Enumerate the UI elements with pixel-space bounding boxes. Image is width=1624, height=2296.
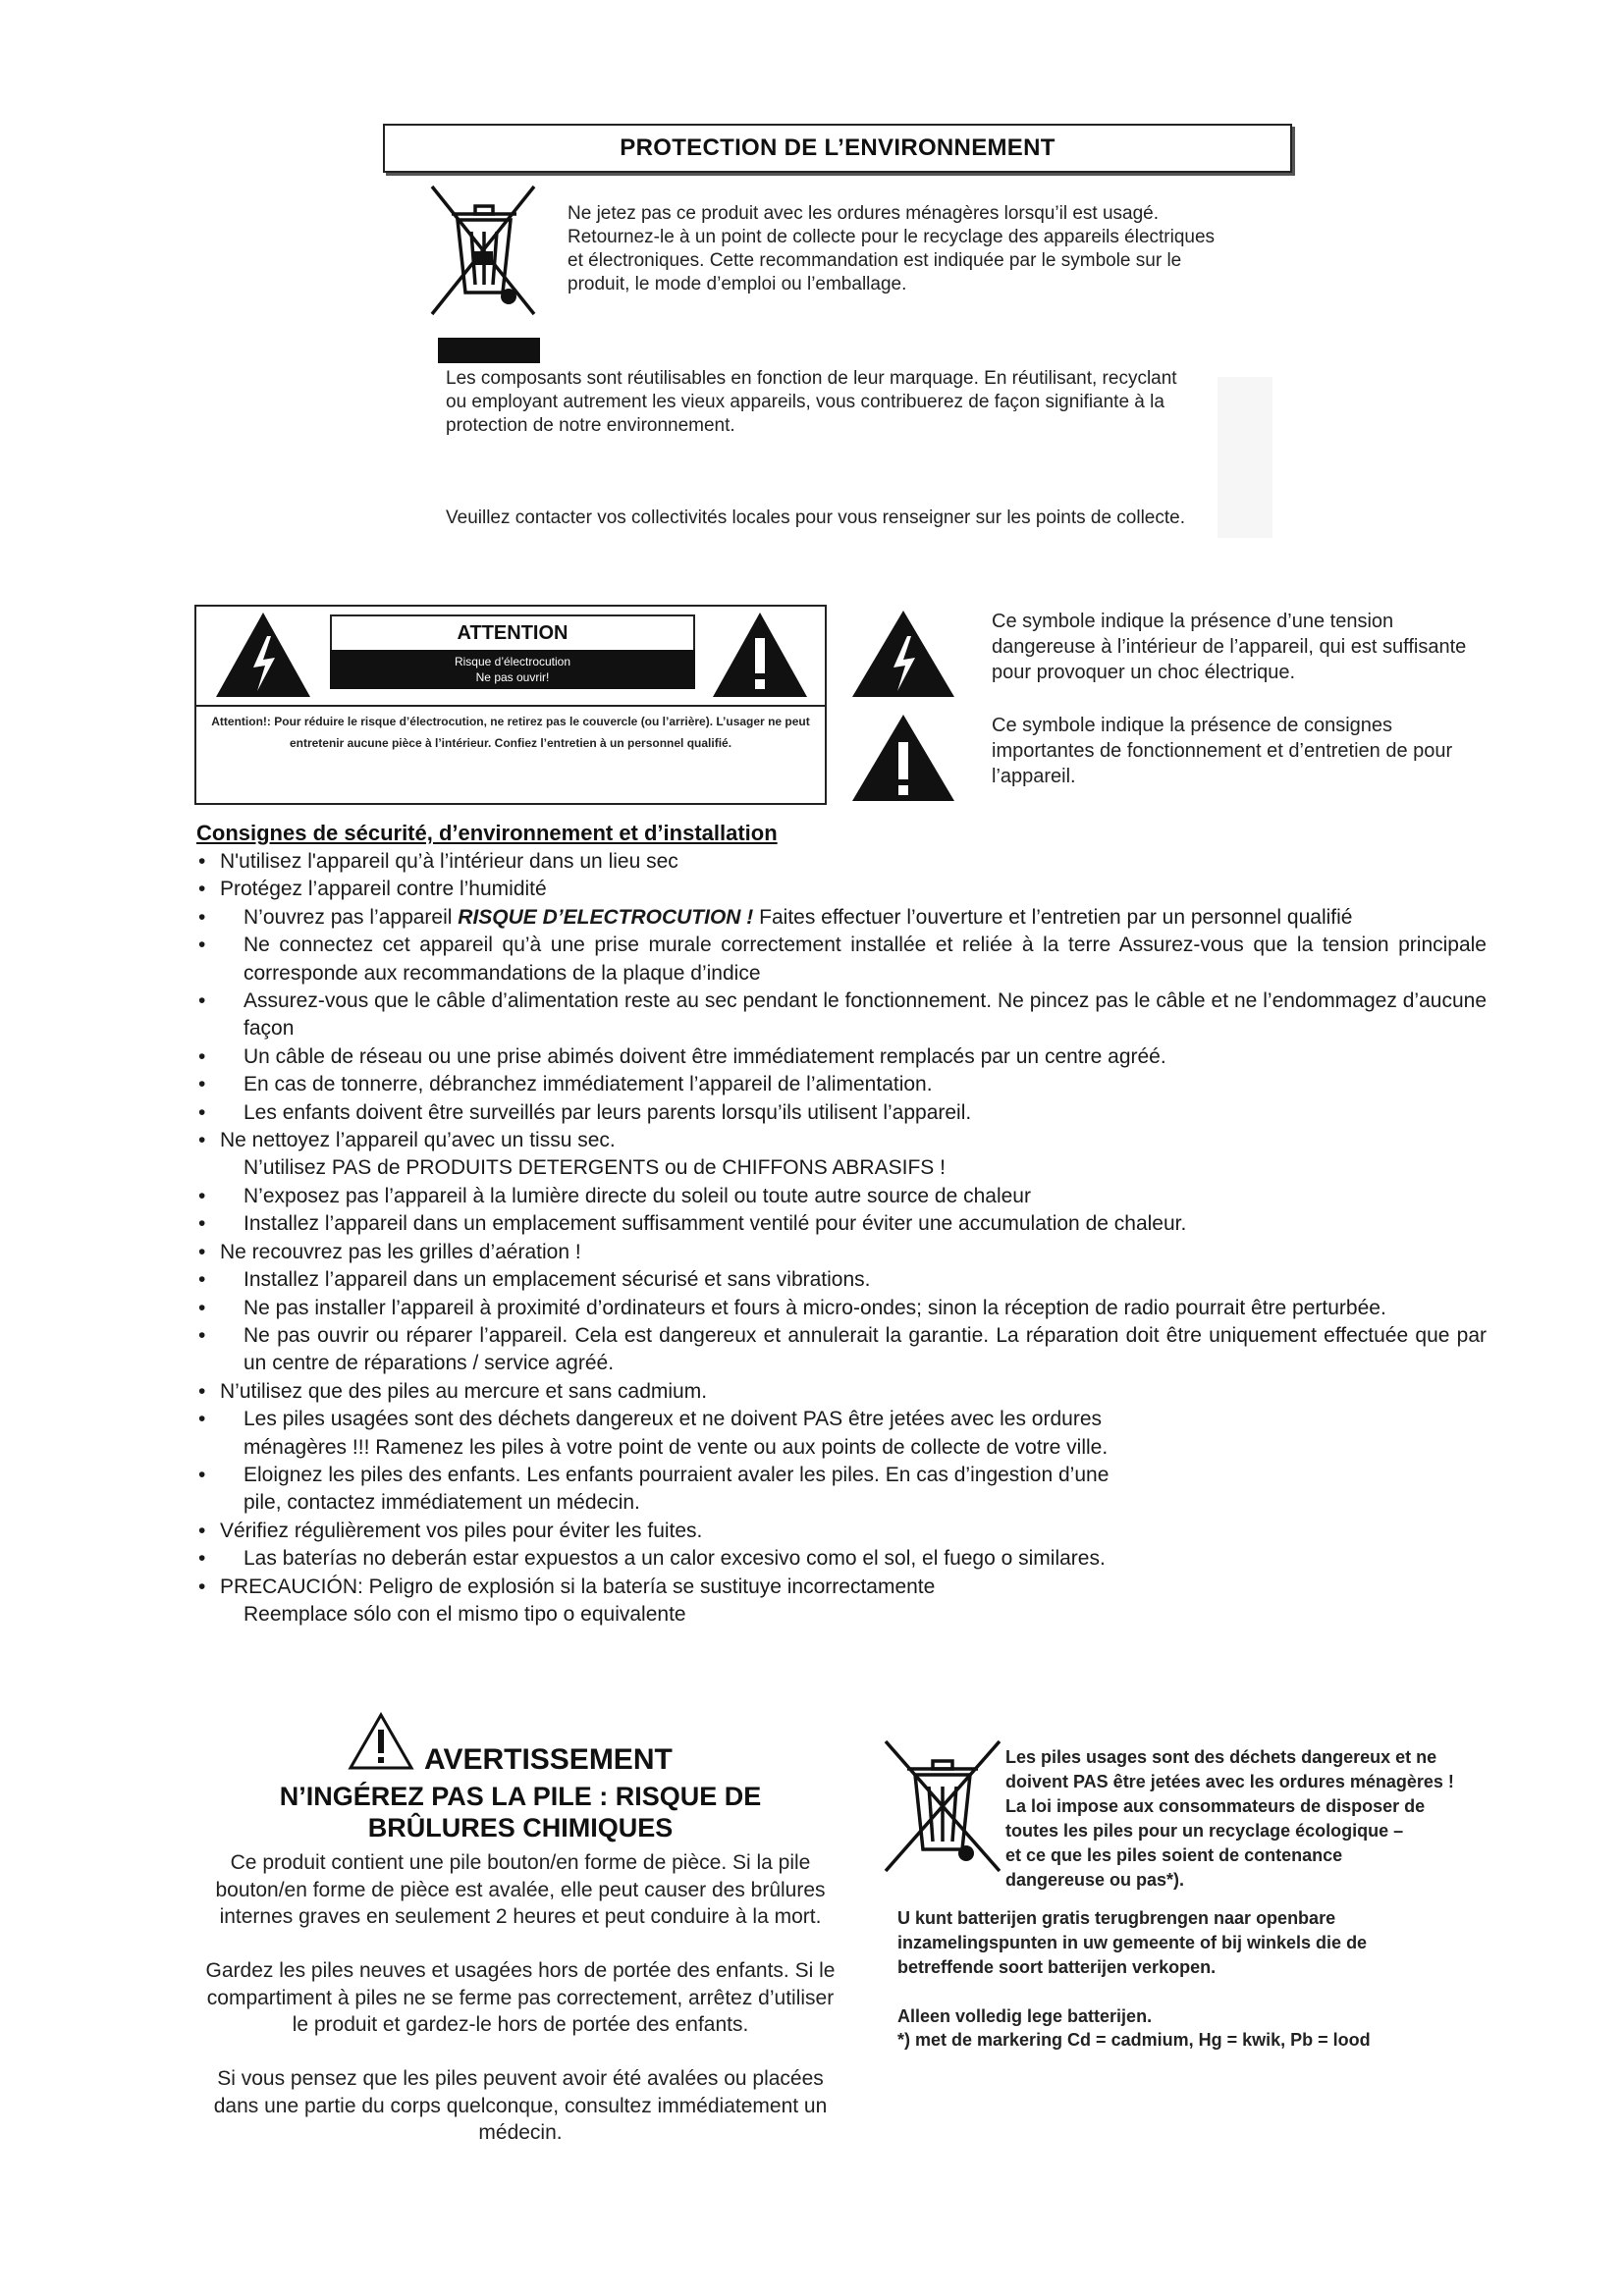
list-item: • Ne recouvrez pas les grilles d’aération ! bbox=[196, 1239, 1487, 1266]
risk-line-1: Risque d’électrocution bbox=[454, 655, 571, 668]
list-item: • Ne pas installer l’appareil à proximité d’ordinateurs et fours à micro-ondes; sinon la réception de radio pourrait être perturbée. bbox=[196, 1295, 1487, 1322]
warning-title: AVERTISSEMENT bbox=[424, 1743, 673, 1776]
crossed-bin-icon bbox=[428, 183, 540, 318]
environment-title: PROTECTION DE L’ENVIRONNEMENT bbox=[383, 124, 1292, 173]
safety-list bbox=[196, 848, 1487, 1629]
battery-nl-paragraph: U kunt batterijen gratis terugbrengen naar openbare inzamelingspunten in uw gemeente of bij winkels die de betreffende soort batterijen verkopen. bbox=[897, 1908, 1368, 1977]
attention-box bbox=[194, 605, 827, 805]
battery-nl-empty: Alleen volledig lege batterijen. bbox=[897, 2006, 1153, 2026]
lightning-symbol-text: Ce symbole indique la présence d’une tension dangereuse à l’intérieur de l’appareil, qui est suffisante pour provoquer un choc électrique. bbox=[992, 611, 1467, 683]
electrocution-warning: RISQUE D’ELECTROCUTION ! bbox=[458, 905, 754, 929]
battery-nl-marking: *) met de markering Cd = cadmium, Hg = kwik, Pb = lood bbox=[897, 2030, 1371, 2050]
list-item: • Installez l’appareil dans un emplacement suffisamment ventilé pour éviter une accumulation de chaleur. bbox=[196, 1210, 1487, 1238]
lightning-symbol-icon bbox=[850, 609, 956, 699]
warning-outline-icon bbox=[348, 1712, 414, 1771]
list-item: • Eloignez les piles des enfants. Les enfants pourraient avaler les piles. En cas d’ingestion d’une pile, contactez immédiatement un médecin. bbox=[196, 1462, 1487, 1518]
warning-subtitle-2: BRÛLURES CHIMIQUES bbox=[367, 1813, 674, 1842]
list-item: • Ne nettoyez l’appareil qu’avec un tissu sec. N’utilisez PAS de PRODUITS DETERGENTS ou de CHIFFONS ABRASIFS ! bbox=[196, 1127, 1487, 1183]
exclamation-warning-icon bbox=[711, 611, 809, 699]
warning-subtitle-1: N’INGÉREZ PAS LA PILE : RISQUE DE bbox=[279, 1782, 762, 1811]
list-item: • Les enfants doivent être surveillés par leurs parents lorsqu’ils utilisent l’appareil. bbox=[196, 1099, 1487, 1127]
safety-heading: Consignes de sécurité, d’environnement et d’installation bbox=[196, 821, 778, 845]
list-item: • Protégez l’appareil contre l’humidité bbox=[196, 876, 1487, 903]
list-item: • Les piles usagées sont des déchets dangereux et ne doivent PAS être jetées avec les ordures ménagères !!! Ramenez les piles à votre point de vente ou aux points de collecte de votre ville. bbox=[196, 1406, 1487, 1462]
list-item: • Installez l’appareil dans un emplacement sécurisé et sans vibrations. bbox=[196, 1266, 1487, 1294]
list-item: • PRECAUCIÓN: Peligro de explosión si la batería se sustituye incorrectamente Reemplace sólo con el mismo tipo o equivalente bbox=[196, 1574, 1487, 1629]
environment-paragraph-1: Ne jetez pas ce produit avec les ordures ménagères lorsqu’il est usagé. Retournez-le à un point de collecte pour le recyclage des appareils électriques et électroniques. Cette recommandation est indiquée par le symbole sur le produit, le mode d’emploi ou l’emballage. bbox=[568, 203, 1216, 294]
list-item: • N’ouvrez pas l’appareil RISQUE D’ELECTROCUTION ! Faites effectuer l’ouverture et l’entretien par un personnel qualifié bbox=[196, 904, 1487, 932]
attention-risk-banner bbox=[330, 650, 695, 689]
environment-paragraph-3: Veuillez contacter vos collectivités locales pour vous renseigner sur les points de collecte. bbox=[446, 507, 1185, 528]
environment-paragraph-2: Les composants sont réutilisables en fonction de leur marquage. En réutilisant, recyclant ou employant autrement les vieux appareils, vous contribuerez de façon signifiante à la protection de notre environnement. bbox=[446, 368, 1177, 436]
list-item: • Ne connectez cet appareil qu’à une prise murale correctement installée et reliée à la terre Assurez-vous que la tension principale corresponde aux recommandations de la plaque d’indice bbox=[196, 932, 1487, 988]
list-item: • En cas de tonnerre, débranchez immédiatement l’appareil de l’alimentation. bbox=[196, 1071, 1487, 1098]
battery-crossed-bin-icon bbox=[882, 1737, 1003, 1875]
lightning-warning-icon bbox=[214, 611, 312, 699]
battery-fr-notice: Les piles usages sont des déchets dangereux et ne doivent PAS être jetées avec les ordures ménagères ! La loi impose aux consommateurs de disposer de toutes les piles pour un recyclage écologique – et ce que les piles soient de contenance dangereuse ou pas*). bbox=[1005, 1747, 1454, 1890]
list-item: • N’exposez pas l’appareil à la lumière directe du soleil ou toute autre source de chaleur bbox=[196, 1183, 1487, 1210]
attention-divider bbox=[196, 705, 825, 707]
list-item: • Assurez-vous que le câble d’alimentation reste au sec pendant le fonctionnement. Ne pincez pas le câble et ne l’endommagez d’aucune façon bbox=[196, 988, 1487, 1043]
exclamation-symbol-icon bbox=[850, 713, 956, 803]
warning-paragraph-3: Si vous pensez que les piles peuvent avoir été avalées ou placées dans une partie du corps quelconque, consultez immédiatement un médecin. bbox=[213, 2067, 828, 2144]
list-item: • N’utilisez que des piles au mercure et sans cadmium. bbox=[196, 1378, 1487, 1406]
risk-line-2: Ne pas ouvrir! bbox=[475, 670, 550, 684]
attention-title: ATTENTION bbox=[330, 614, 695, 652]
list-item: • Un câble de réseau ou une prise abimés doivent être immédiatement remplacés par un centre agréé. bbox=[196, 1043, 1487, 1071]
list-item: • N'utilisez l'appareil qu’à l’intérieur dans un lieu sec bbox=[196, 848, 1487, 876]
warning-paragraph-1: Ce produit contient une pile bouton/en forme de pièce. Si la pile bouton/en forme de pièce est avalée, elle peut causer des brûlures internes graves en seulement 2 heures et peut conduire à la mort. bbox=[215, 1851, 826, 1928]
faint-mark bbox=[1218, 377, 1272, 538]
list-item: • Ne pas ouvrir ou réparer l’appareil. Cela est dangereux et annulerait la garantie. La réparation doit être uniquement effectuée que par un centre de réparations / service agréé. bbox=[196, 1322, 1487, 1378]
list-item: • Las baterías no deberán estar expuestos a un calor excesivo como el sol, el fuego o similares. bbox=[196, 1545, 1487, 1573]
attention-body: Attention!: Pour réduire le risque d’électrocution, ne retirez pas le couvercle (ou l’arrière). L’usager ne peut entretenir aucune pièce à l’intérieur. Confiez l’entretien à un personnel qualifié. bbox=[211, 715, 810, 750]
exclamation-symbol-text: Ce symbole indique la présence de consignes importantes de fonctionnement et d’entretien de pour l’appareil. bbox=[992, 715, 1453, 787]
list-item: • Vérifiez régulièrement vos piles pour éviter les fuites. bbox=[196, 1518, 1487, 1545]
black-bar bbox=[438, 338, 540, 363]
warning-paragraph-2: Gardez les piles neuves et usagées hors de portée des enfants. Si le compartiment à piles ne se ferme pas correctement, arrêtez d’utiliser le produit et gardez-le hors de portée des enfants. bbox=[205, 1959, 836, 2036]
